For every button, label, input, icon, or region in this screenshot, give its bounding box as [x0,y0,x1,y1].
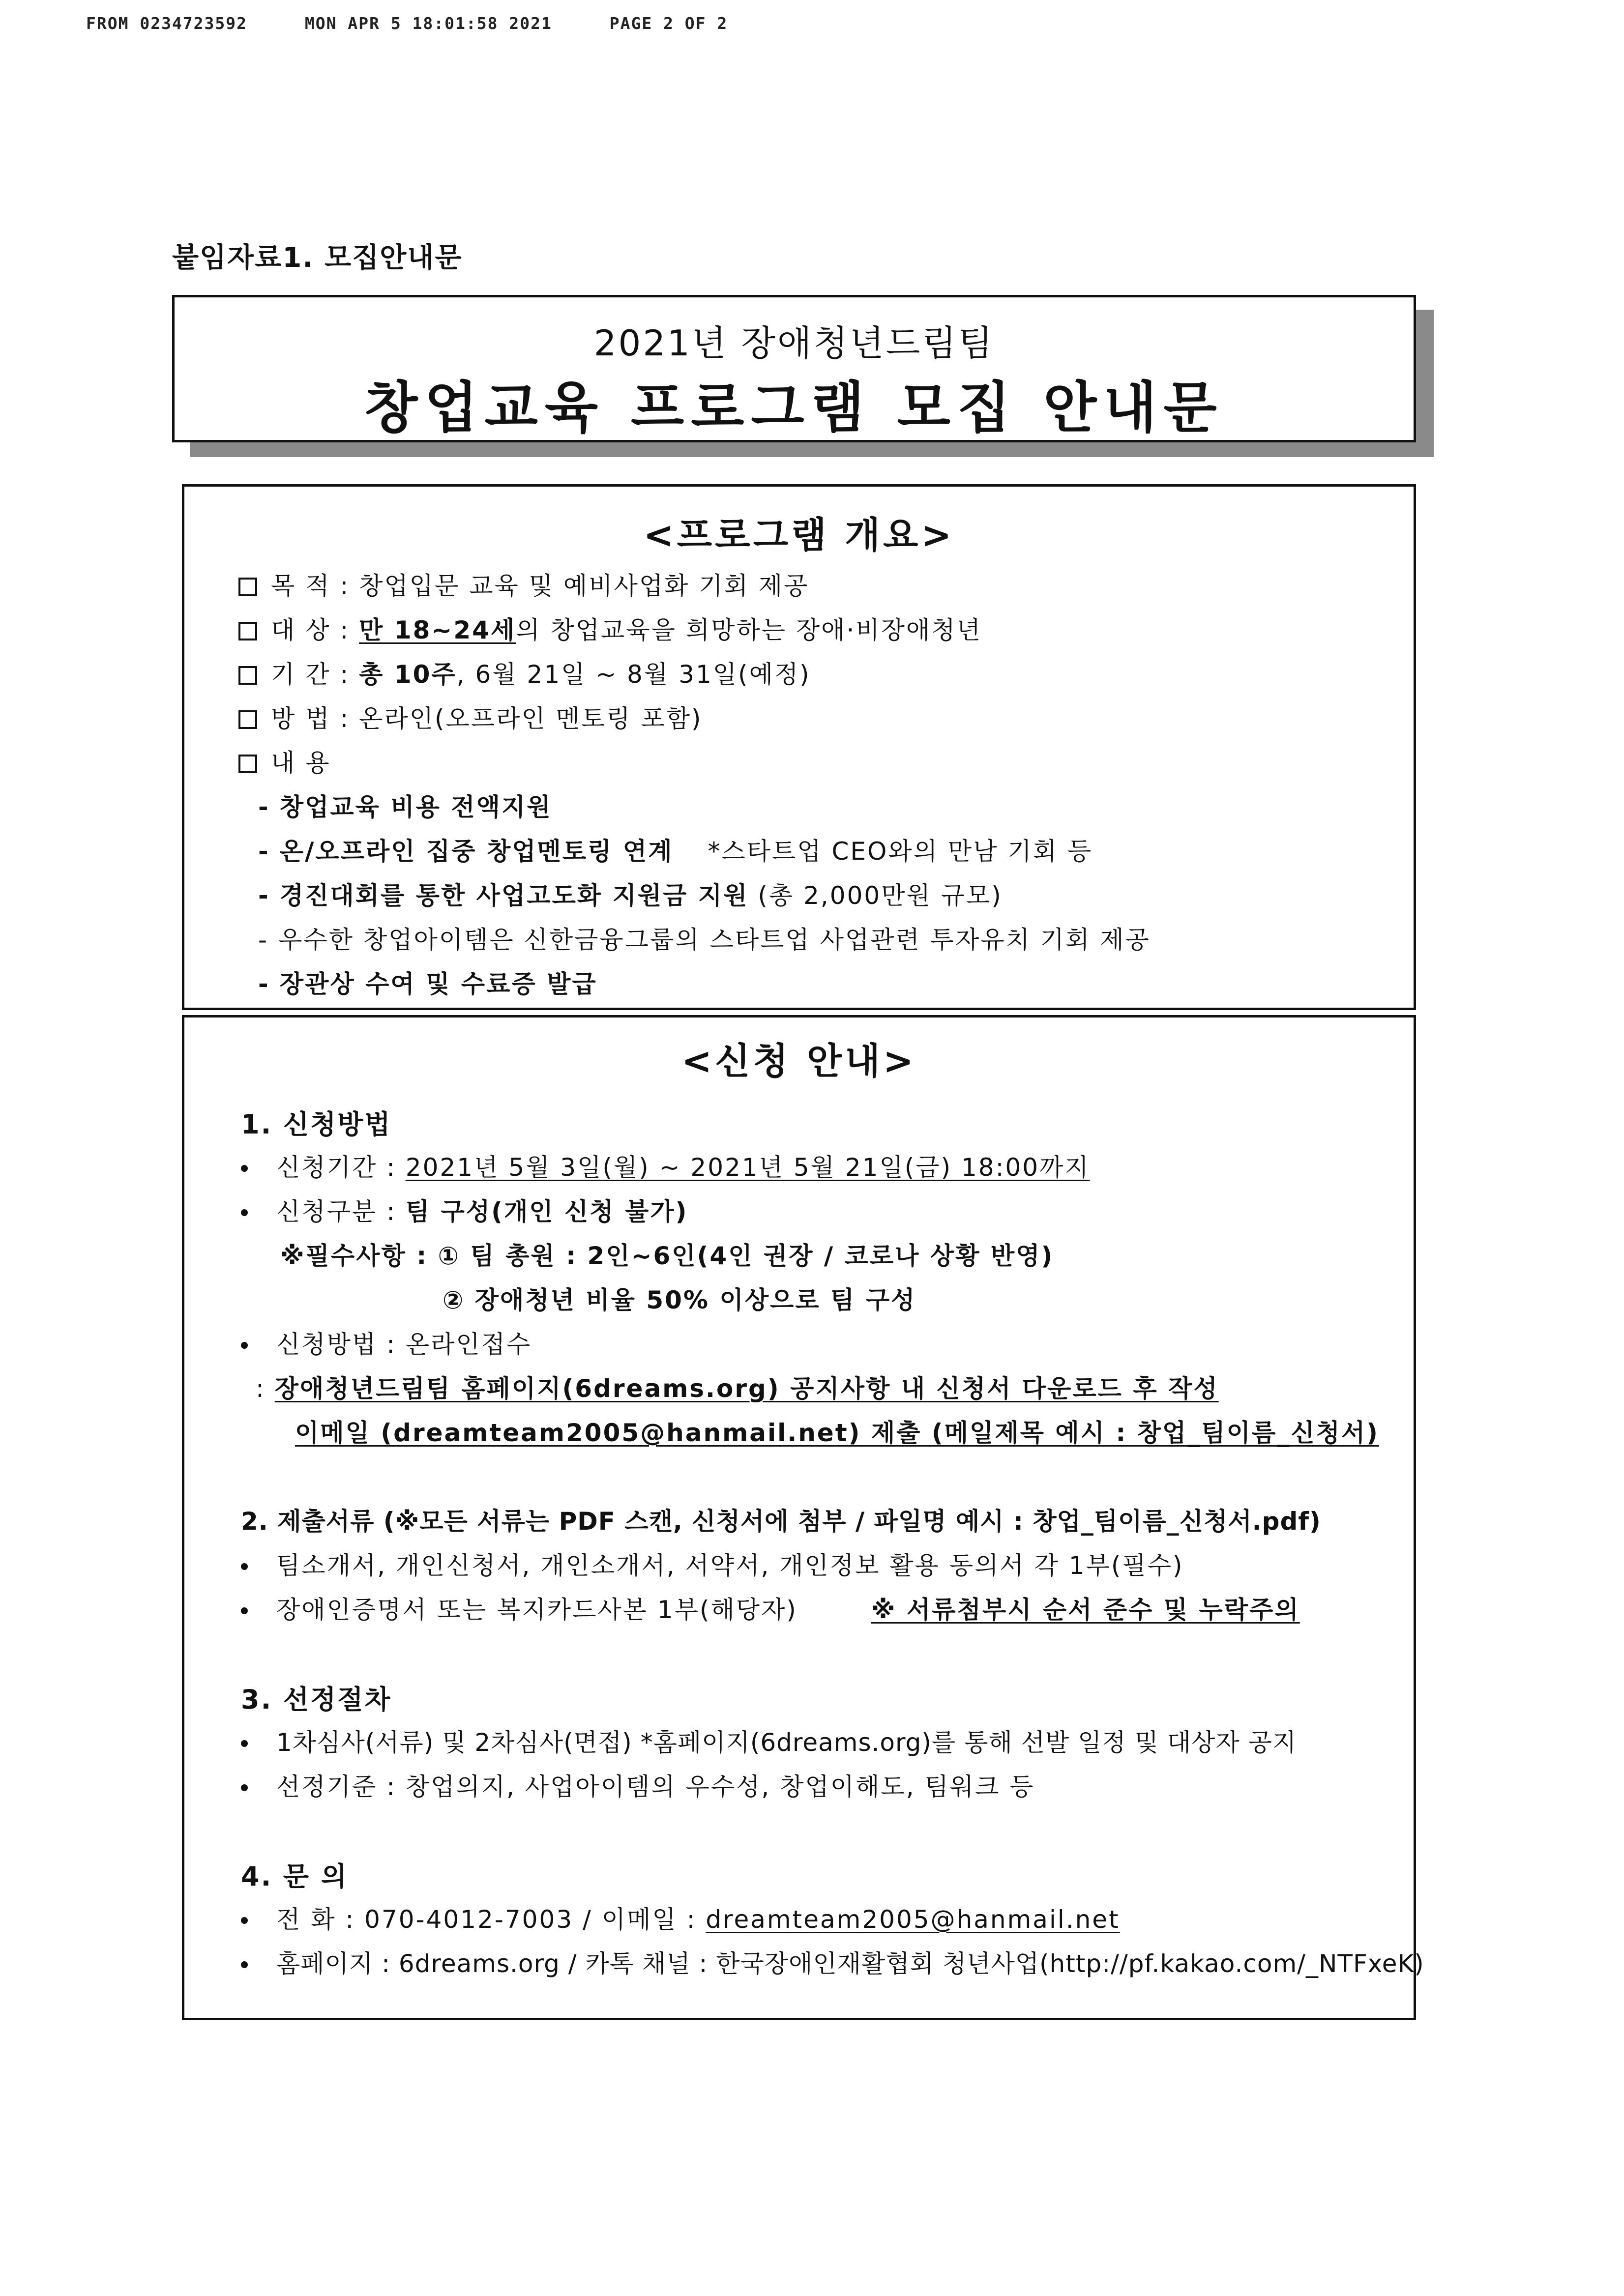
overview-content: 내 용 [238,743,331,779]
content-item: - 온/오프라인 집중 창업멘토링 연계 *스타트업 CEO와의 만남 기회 등 [258,837,1093,866]
document-item: 팀소개서, 개인신청서, 개인소개서, 서약서, 개인정보 활용 동의서 각 1부(필수) [241,1546,1184,1581]
target-age: 만 18~24세 [359,616,516,644]
checkbox-icon [238,710,257,729]
section-title: 3. 선정절차 [241,1684,392,1715]
period-weeks: 총 10주 [359,660,457,689]
apply-period: 신청기간 : 2021년 5월 3일(월) ~ 2021년 5월 21일(금) 18:00까지 [241,1148,1090,1183]
overview-period: 기 간 : 총 10주, 6월 21일 ~ 8월 31일(예정) [238,655,811,690]
fax-header [86,14,774,33]
document-note: ※ 서류첨부시 순서 준수 및 누락주의 [871,1596,1300,1624]
apply-requirement-2: ② 장애청년 비율 50% 이상으로 팀 구성 [443,1286,916,1314]
contact-email-link[interactable]: dreamteam2005@hanmail.net [706,1905,1120,1934]
title-year: 2021년 장애청년드림팀 [593,322,995,364]
selection-step: 1차심사(서류) 및 2차심사(면접) *홈페이지(6dreams.org)를 통해 선발 일정 및 대상자 공지 [241,1723,1297,1758]
section-title: 1. 신청방법 [241,1109,392,1140]
document-item: 장애인증명서 또는 복지카드사본 1부(해당자) ※ 서류첨부시 순서 준수 및 누락주의 [241,1590,1300,1626]
section-title: 2. 제출서류 (※모든 서류는 PDF 스캔, 신청서에 첨부 / 파일명 예시 : 창업_팀이름_신청서.pdf) [241,1507,1321,1536]
overview-heading: <프로그램 개요> [643,514,955,556]
content-item: - 우수한 창업아이템은 신한금융그룹의 스타트업 사업관련 투자유치 기회 제공 [258,926,1151,954]
bullet-icon [241,1784,248,1791]
bullet-icon [241,1740,248,1747]
bullet-icon [241,1342,248,1349]
page-title: 창업교육 프로그램 모집 안내문 [364,376,1224,440]
content-item: - 경진대회를 통한 사업고도화 지원금 지원 (총 2,000만원 규모) [258,881,1003,910]
checkbox-icon [238,755,257,773]
apply-method-detail-1: : 장애청년드림팀 홈페이지(6dreams.org) 공지사항 내 신청서 다운로드 후 작성 [256,1374,1219,1403]
overview-purpose: 목 적 : 창업입문 교육 및 예비사업화 기회 제공 [238,566,809,602]
selection-criteria: 선정기준 : 창업의지, 사업아이템의 우수성, 창업이해도, 팀워크 등 [241,1767,1035,1802]
content-item: - 창업교육 비용 전액지원 [258,793,552,821]
fax-page: PAGE 2 OF 2 [609,14,728,33]
title-box [172,295,1416,442]
overview-method: 방 법 : 온라인(오프라인 멘토링 포함) [238,699,703,734]
overview-target: 대 상 : 만 18~24세의 창업교육을 희망하는 장애·비장애청년 [238,610,982,646]
apply-box [182,1015,1424,2020]
apply-method-detail-2: 이메일 (dreamteam2005@hanmail.net) 제출 (메일제목 예시 : 창업_팀이름_신청서) [295,1419,1380,1447]
checkbox-icon [238,622,257,640]
apply-method: 신청방법 : 온라인접수 [241,1325,531,1360]
apply-heading: <신청 안내> [681,1040,916,1082]
section-title: 4. 문 의 [241,1861,349,1892]
bullet-icon [241,1209,248,1216]
bullet-icon [241,1165,248,1172]
fax-from: FROM 0234723592 [86,14,248,33]
checkbox-icon [238,578,257,596]
bullet-icon [241,1961,248,1968]
contact-web: 홈페이지 : 6dreams.org / 카톡 채널 : 한국장애인재활협회 청년사업(http://pf.kakao.com/_NTFxeK) [241,1944,1424,1979]
contact-phone: 전 화 : 070-4012-7003 / 이메일 : dreamteam2005@hanmail.net [241,1900,1120,1935]
apply-requirement-1: ※필수사항 : ① 팀 총원 : 2인~6인(4인 권장 / 코로나 상황 반영) [280,1242,1054,1270]
attachment-label: 붙임자료1. 모집안내문 [172,242,463,274]
overview-box [182,484,1416,1010]
fax-date: MON APR 5 18:01:58 2021 [304,14,552,33]
bullet-icon [241,1917,248,1924]
apply-type: 신청구분 : 팀 구성(개인 신청 불가) [241,1192,688,1227]
content-item: - 장관상 수여 및 수료증 발급 [258,970,597,998]
checkbox-icon [238,666,257,685]
bullet-icon [241,1607,248,1614]
bullet-icon [241,1563,248,1570]
